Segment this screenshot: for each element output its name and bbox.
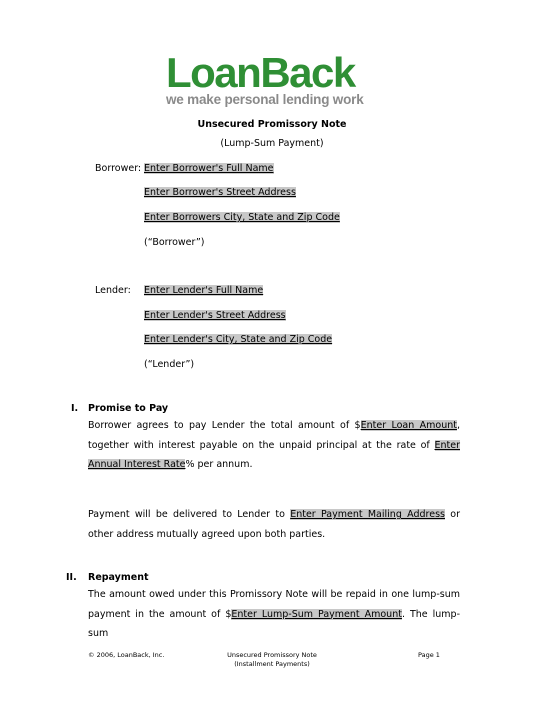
borrower-alias: (“Borrower”) xyxy=(144,237,205,248)
logo-word-back: Back xyxy=(260,49,355,96)
logo-wordmark xyxy=(166,49,371,96)
footer-doc-title-line1: Unsecured Promissory Note xyxy=(227,651,317,659)
loanback-logo xyxy=(166,49,371,107)
logo-tagline: we make personal lending work xyxy=(166,92,364,107)
loan-amount-field[interactable]: Enter Loan Amount xyxy=(360,420,457,431)
section-1-paragraph-2: Payment will be delivered to Lender to Enter Payment Mailing Address or other address mutually agreed upon both parties. xyxy=(88,509,460,540)
borrower-label: Borrower: xyxy=(95,163,142,174)
interest-rate-field[interactable]: Enter Annual Interest Rate xyxy=(88,439,460,470)
logo-word-loan: Loan xyxy=(166,49,261,96)
section-1-numeral: I. xyxy=(71,403,79,414)
lender-city-field[interactable]: Enter Lender's City, State and Zip Code xyxy=(144,334,333,345)
lender-address-field[interactable]: Enter Lender's Street Address xyxy=(144,310,286,321)
lump-sum-amount-field[interactable]: Enter Lump-Sum Payment Amount xyxy=(231,608,402,620)
borrower-name-field[interactable]: Enter Borrower's Full Name xyxy=(144,163,274,174)
lender-name-field[interactable]: Enter Lender's Full Name xyxy=(144,285,264,296)
section-2-paragraph-1: The amount owed under this Promissory Note will be repaid in one lump-sum payment in the amount of $Enter Lump-Sum Payment Amount. The lump-sum xyxy=(88,589,460,639)
section-1-paragraph-1: Borrower agrees to pay Lender the total amount of $Enter Loan Amount, together with interest payable on the unpaid principal at the rate of Enter Annual Interest Rate% per annum. xyxy=(88,420,460,470)
borrower-address-field[interactable]: Enter Borrower's Street Address xyxy=(144,187,296,198)
lender-alias: (“Lender”) xyxy=(144,359,195,370)
payment-address-field[interactable]: Enter Payment Mailing Address xyxy=(290,509,445,520)
footer-doc-title xyxy=(226,651,318,668)
section-2-numeral: II. xyxy=(66,572,77,583)
document-subtitle: (Lump-Sum Payment) xyxy=(220,138,324,149)
footer-copyright: © 2006, LoanBack, Inc. xyxy=(88,651,165,659)
footer-doc-title-line2: (Installment Payments) xyxy=(234,660,310,668)
borrower-city-field[interactable]: Enter Borrowers City, State and Zip Code xyxy=(144,212,340,223)
footer-page-number: Page 1 xyxy=(418,651,440,659)
section-2-heading: Repayment xyxy=(88,572,149,583)
lender-label: Lender: xyxy=(95,285,131,296)
section-1-heading: Promise to Pay xyxy=(88,403,169,414)
document-title: Unsecured Promissory Note xyxy=(197,119,347,130)
